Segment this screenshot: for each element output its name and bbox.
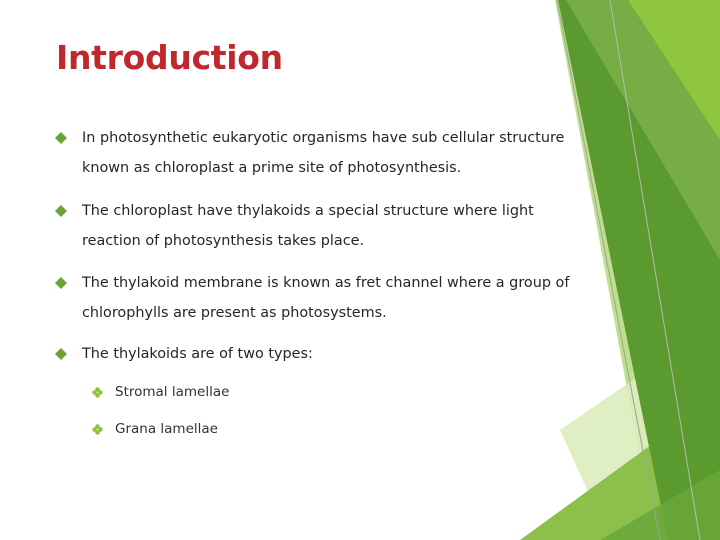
- four-petal-diamond-icon: [92, 424, 103, 435]
- four-petal-diamond-icon: [92, 387, 103, 398]
- sub-bullet-text: Grana lamellae: [115, 421, 218, 437]
- bullet-text: The chloroplast have thylakoids a special structure where light reaction of photosynthesis takes place.: [82, 203, 534, 249]
- sub-bullet-text: Stromal lamellae: [115, 384, 230, 400]
- bullet-text: The thylakoids are of two types:: [82, 346, 313, 362]
- diamond-icon: [55, 132, 67, 144]
- bullet-text: In photosynthetic eukaryotic organisms have sub cellular structure known as chloroplast a prime site of photosynthesis.: [82, 130, 565, 176]
- diamond-icon: [55, 277, 67, 289]
- sub-bullet-item: [0, 382, 400, 402]
- slide-title: Introduction: [56, 38, 283, 77]
- bullet-text: The thylakoid membrane is known as fret channel where a group of chlorophylls are present as photosystems.: [82, 275, 570, 321]
- diamond-icon: [55, 205, 67, 217]
- sub-bullet-item: [0, 419, 400, 439]
- diamond-icon: [55, 348, 67, 360]
